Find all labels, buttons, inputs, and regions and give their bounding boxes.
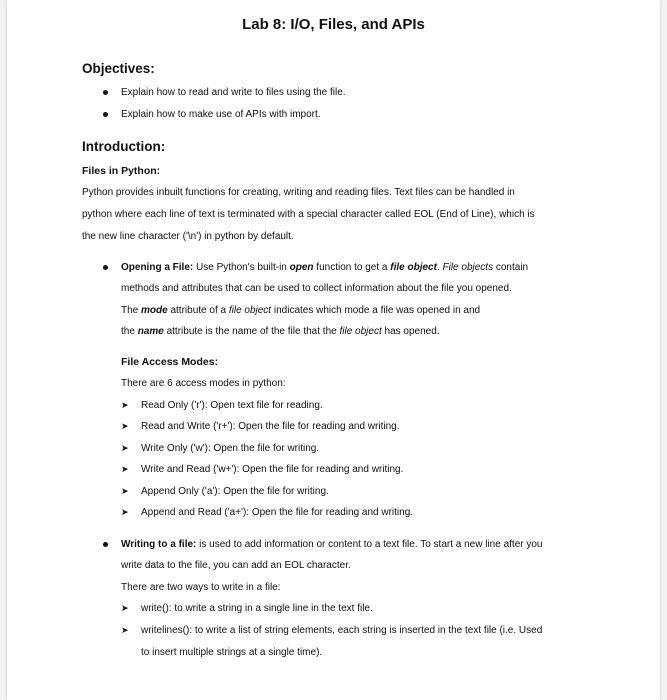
access-modes-heading: File Access Modes: — [121, 356, 219, 368]
text: indicates which mode a file was opened in and — [271, 305, 481, 316]
keyword: name — [137, 326, 164, 337]
writing-label: Writing to a file: — [121, 539, 197, 550]
access-mode-item: Append Only ('a'): Open the file for writing. — [141, 486, 329, 497]
opening-line-4 — [121, 326, 440, 337]
arrow-bullet-icon: ➤ — [121, 421, 129, 431]
text: the — [121, 326, 138, 337]
introduction-heading: Introduction: — [82, 139, 166, 154]
objective-item: Explain how to make use of APIs with import. — [121, 109, 321, 120]
writing-line-1 — [121, 539, 543, 550]
italic-term: file object — [339, 326, 382, 337]
writing-line-3: There are two ways to write in a file: — [121, 582, 281, 593]
access-mode-item: Write Only ('w'): Open the file for writing. — [141, 443, 320, 454]
opening-line-3 — [121, 305, 480, 316]
arrow-bullet-icon: ➤ — [121, 603, 129, 613]
text: contain — [493, 262, 529, 273]
keyword: open — [289, 262, 314, 273]
bullet-icon — [103, 112, 108, 117]
arrow-bullet-icon: ➤ — [121, 625, 129, 635]
write-method-item: write(): to write a string in a single line in the text file. — [141, 603, 373, 614]
access-mode-item: Read Only ('r'): Open text file for reading. — [141, 400, 323, 411]
bullet-icon — [103, 90, 108, 95]
bullet-icon — [103, 542, 108, 547]
italic-term: file object — [228, 305, 272, 316]
intro-paragraph-line: python where each line of text is terminated with a special character called EOL (End of Line), which is — [82, 209, 535, 220]
arrow-bullet-icon: ➤ — [121, 507, 129, 517]
objectives-heading: Objectives: — [82, 61, 155, 76]
opening-line-2: methods and attributes that can be used to collect information about the file you opened. — [121, 283, 512, 294]
write-method-item: writelines(): to write a list of string elements, each string is inserted in the text file (i.e. Used — [141, 625, 543, 636]
access-modes-intro: There are 6 access modes in python: — [121, 378, 286, 389]
writing-line-2: write data to the file, you can add an EOL character. — [121, 560, 351, 571]
access-mode-item: Write and Read ('w+'): Open the file for reading and writing. — [141, 464, 404, 475]
text: has opened. — [381, 326, 440, 337]
access-mode-item: Read and Write ('r+'): Open the file for reading and writing. — [141, 421, 400, 432]
text: . — [436, 262, 443, 273]
write-method-continuation: to insert multiple strings at a single time). — [141, 647, 323, 658]
opening-label: Opening a File: — [121, 262, 194, 273]
arrow-bullet-icon: ➤ — [121, 400, 129, 410]
text: The — [121, 305, 142, 316]
opening-line-1 — [121, 262, 528, 273]
arrow-bullet-icon: ➤ — [121, 464, 129, 474]
files-subheading: Files in Python: — [82, 165, 161, 177]
page-title: Lab 8: I/O, Files, and APIs — [242, 16, 425, 33]
text: Use Python's built-in — [193, 262, 290, 273]
text: attribute is the name of the file that the — [163, 326, 340, 337]
arrow-bullet-icon: ➤ — [121, 486, 129, 496]
arrow-bullet-icon: ➤ — [121, 443, 129, 453]
document-page — [7, 0, 660, 700]
keyword: mode — [141, 305, 168, 316]
intro-paragraph-line: the new line character ('\n') in python by default. — [82, 231, 294, 242]
objective-item: Explain how to read and write to files using the file. — [121, 87, 346, 98]
bullet-icon — [103, 265, 108, 270]
text: attribute of a — [167, 305, 229, 316]
intro-paragraph-line: Python provides inbuilt functions for creating, writing and reading files. Text files can be handled in — [82, 187, 515, 198]
italic-term: File objects — [442, 262, 494, 273]
access-mode-item: Append and Read ('a+'): Open the file for reading and writing. — [141, 507, 414, 518]
keyword: file object — [390, 262, 437, 273]
text: is used to add information or content to a text file. To start a new line after you — [196, 539, 543, 550]
text: function to get a — [313, 262, 391, 273]
